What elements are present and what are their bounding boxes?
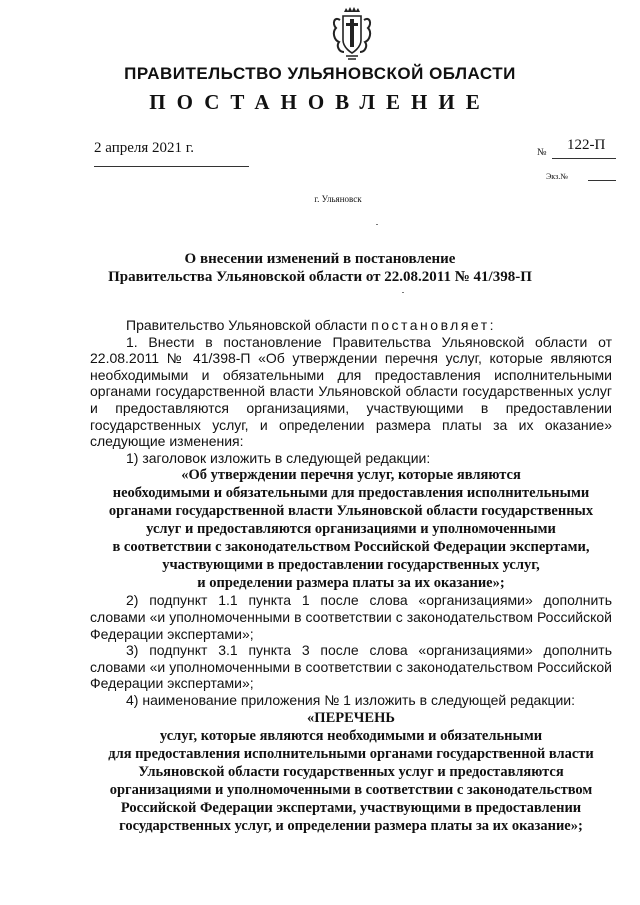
title-line: О внесении изменений в постановление [184, 251, 456, 267]
new-title-line: органами государственной власти Ульяновской области государственных [108, 503, 594, 520]
appendix-title-line: государственных услуг, и определении размера платы за их оказание»; [119, 817, 583, 834]
new-title-line: и определении размера платы за их оказание»; [197, 575, 505, 592]
appendix-title-line: для предоставления исполнительными органами государственной власти [108, 745, 594, 762]
document-number: 122-П [567, 137, 606, 153]
intro-paragraph [90, 317, 612, 334]
new-title-line: «Об утверждении перечня услуг, которые являются [181, 467, 521, 484]
intro-verb: постановляет: [371, 317, 497, 333]
copy-number-underline [588, 180, 616, 181]
appendix-title-line: организациями и уполномоченными в соответствии с законодательством [109, 781, 593, 798]
document-title [0, 250, 640, 286]
number-sign: № [537, 147, 547, 158]
document-type: ПОСТАНОВЛЕНИЕ [149, 90, 491, 114]
appendix-title-text [90, 709, 612, 835]
subitem-3-paragraph: 3) подпункт 3.1 пункта 3 после слова «организациями» дополнить словами «и уполномоченными в соответствии с законодательством Российской Федерации экспертами»; [90, 642, 612, 692]
subitem-4-paragraph: 4) наименование приложения № 1 изложить в следующей редакции: [126, 691, 576, 708]
number-underline [552, 158, 616, 159]
appendix-title-line: Ульяновской области государственных услуг и предоставляются [138, 763, 564, 780]
scan-speck [402, 292, 404, 293]
subitem-2-paragraph: 2) подпункт 1.1 пункта 1 после слова «организациями» дополнить словами «и уполномоченными в соответствии с законодательством Российской Федерации экспертами»; [90, 592, 612, 642]
new-title-line: участвующими в предоставлении государственных услуг, [162, 557, 540, 574]
subitem-1-paragraph: 1) заголовок изложить в следующей редакции: [126, 449, 431, 466]
document-body [90, 317, 612, 835]
item-1-paragraph: 1. Внести в постановление Правительства Ульяновской области от 22.08.2011 № 41/398-П «Об утверждении перечня услуг, которые являются необходимыми и обязательными для предоставления исполнительными органами государственной власти Ульяновской области государственных услуг и предоставляются организациями, участвующими в предоставлении государственных услуг, и определении размера платы за их оказание» следующие изменения: [90, 333, 612, 450]
new-title-line: услуг и предоставляются организациями и уполномоченными [146, 521, 556, 538]
title-line: Правительства Ульяновской области от 22.08.2011 № 41/398-П [108, 269, 532, 285]
appendix-title-line: услуг, которые являются необходимыми и обязательными [159, 727, 543, 744]
new-title-text [90, 466, 612, 592]
appendix-heading: «ПЕРЕЧЕНЬ [307, 709, 395, 726]
document-date: 2 апреля 2021 г. [94, 140, 194, 156]
appendix-title-line: Российской Федерации экспертами, участвующими в предоставлении [120, 799, 582, 816]
copy-number-label: Экз.№ [546, 172, 568, 181]
scan-speck [376, 224, 378, 225]
city-name: г. Ульяновск [314, 194, 362, 204]
new-title-line: необходимыми и обязательными для предоставления исполнительными [112, 485, 590, 502]
government-name: ПРАВИТЕЛЬСТВО УЛЬЯНОВСКОЙ ОБЛАСТИ [124, 64, 516, 83]
new-title-line: в соответствии с законодательством Российской Федерации экспертами, [112, 539, 590, 556]
date-underline [94, 166, 249, 167]
coat-of-arms-emblem [330, 6, 374, 62]
intro-prefix: Правительство Ульяновской области [126, 317, 368, 333]
